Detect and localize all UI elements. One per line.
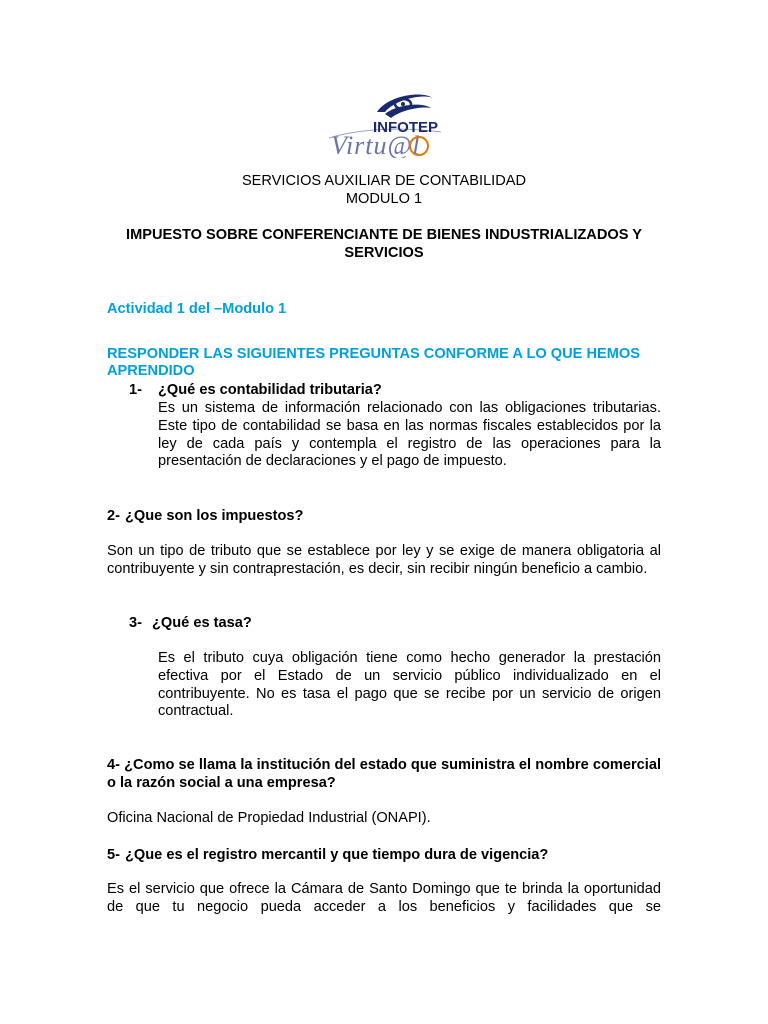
question-number: 5- xyxy=(107,847,120,863)
question-text: ¿Que es el registro mercantil y que tiempo dura de vigencia? xyxy=(125,847,549,863)
module-label: MODULO 1 xyxy=(345,191,423,207)
answer-text: Es el servicio que ofrece la Cámara de Santo Domingo que te brinda la oportunidad de que tu negocio pueda acceder a los beneficios y facilidades que se xyxy=(107,881,661,915)
question-number: 2- xyxy=(107,508,120,524)
question-text: ¿Que son los impuestos? xyxy=(125,508,304,524)
answer-text: Es un sistema de información relacionado con las obligaciones tributarias. Este tipo de contabilidad se basa en las normas fiscales establecidos por la ley de cada país y contempla el registro de las operaciones para la presentación de declaraciones y el pago de impuesto. xyxy=(158,400,661,470)
document-title: IMPUESTO SOBRE CONFERENCIANTE DE BIENES INDUSTRIALIZADOS Y SERVICIOS xyxy=(126,227,642,261)
infotep-virtual-logo xyxy=(325,90,445,158)
activity-label: Actividad 1 del –Modulo 1 xyxy=(107,301,287,317)
question-number: 1- xyxy=(129,382,142,398)
answer-text: Oficina Nacional de Propiedad Industrial (ONAPI). xyxy=(107,810,431,826)
logo-graphic xyxy=(325,90,445,158)
question-text: ¿Qué es tasa? xyxy=(152,615,252,631)
question-number: 4- xyxy=(107,757,120,773)
activity-instruction: RESPONDER LAS SIGUIENTES PREGUNTAS CONFORME A LO QUE HEMOS APRENDIDO xyxy=(107,346,640,379)
logo-script-text: Virtu@l xyxy=(331,131,421,158)
question-text: ¿Qué es contabilidad tributaria? xyxy=(158,382,382,398)
course-title: SERVICIOS AUXILIAR DE CONTABILIDAD xyxy=(241,173,527,189)
question-number: 3- xyxy=(129,615,142,631)
question-block xyxy=(107,757,661,792)
answer-text: Son un tipo de tributo que se establece por ley y se exige de manera obligatoria al contribuyente y sin contraprestación, es decir, sin recibir ningún beneficio a cambio. xyxy=(107,543,661,577)
logo-brand-text: INFOTEP xyxy=(373,119,439,136)
answer-text: Es el tributo cuya obligación tiene como hecho generador la prestación efectiva por el Estado de un servicio público individualizado en el contribuyente. No es tasa el pago que se recibe por un servicio de origen contractual. xyxy=(158,650,661,720)
question-text: ¿Como se llama la institución del estado que suministra el nombre comercial o la razón social a una empresa? xyxy=(107,757,661,791)
